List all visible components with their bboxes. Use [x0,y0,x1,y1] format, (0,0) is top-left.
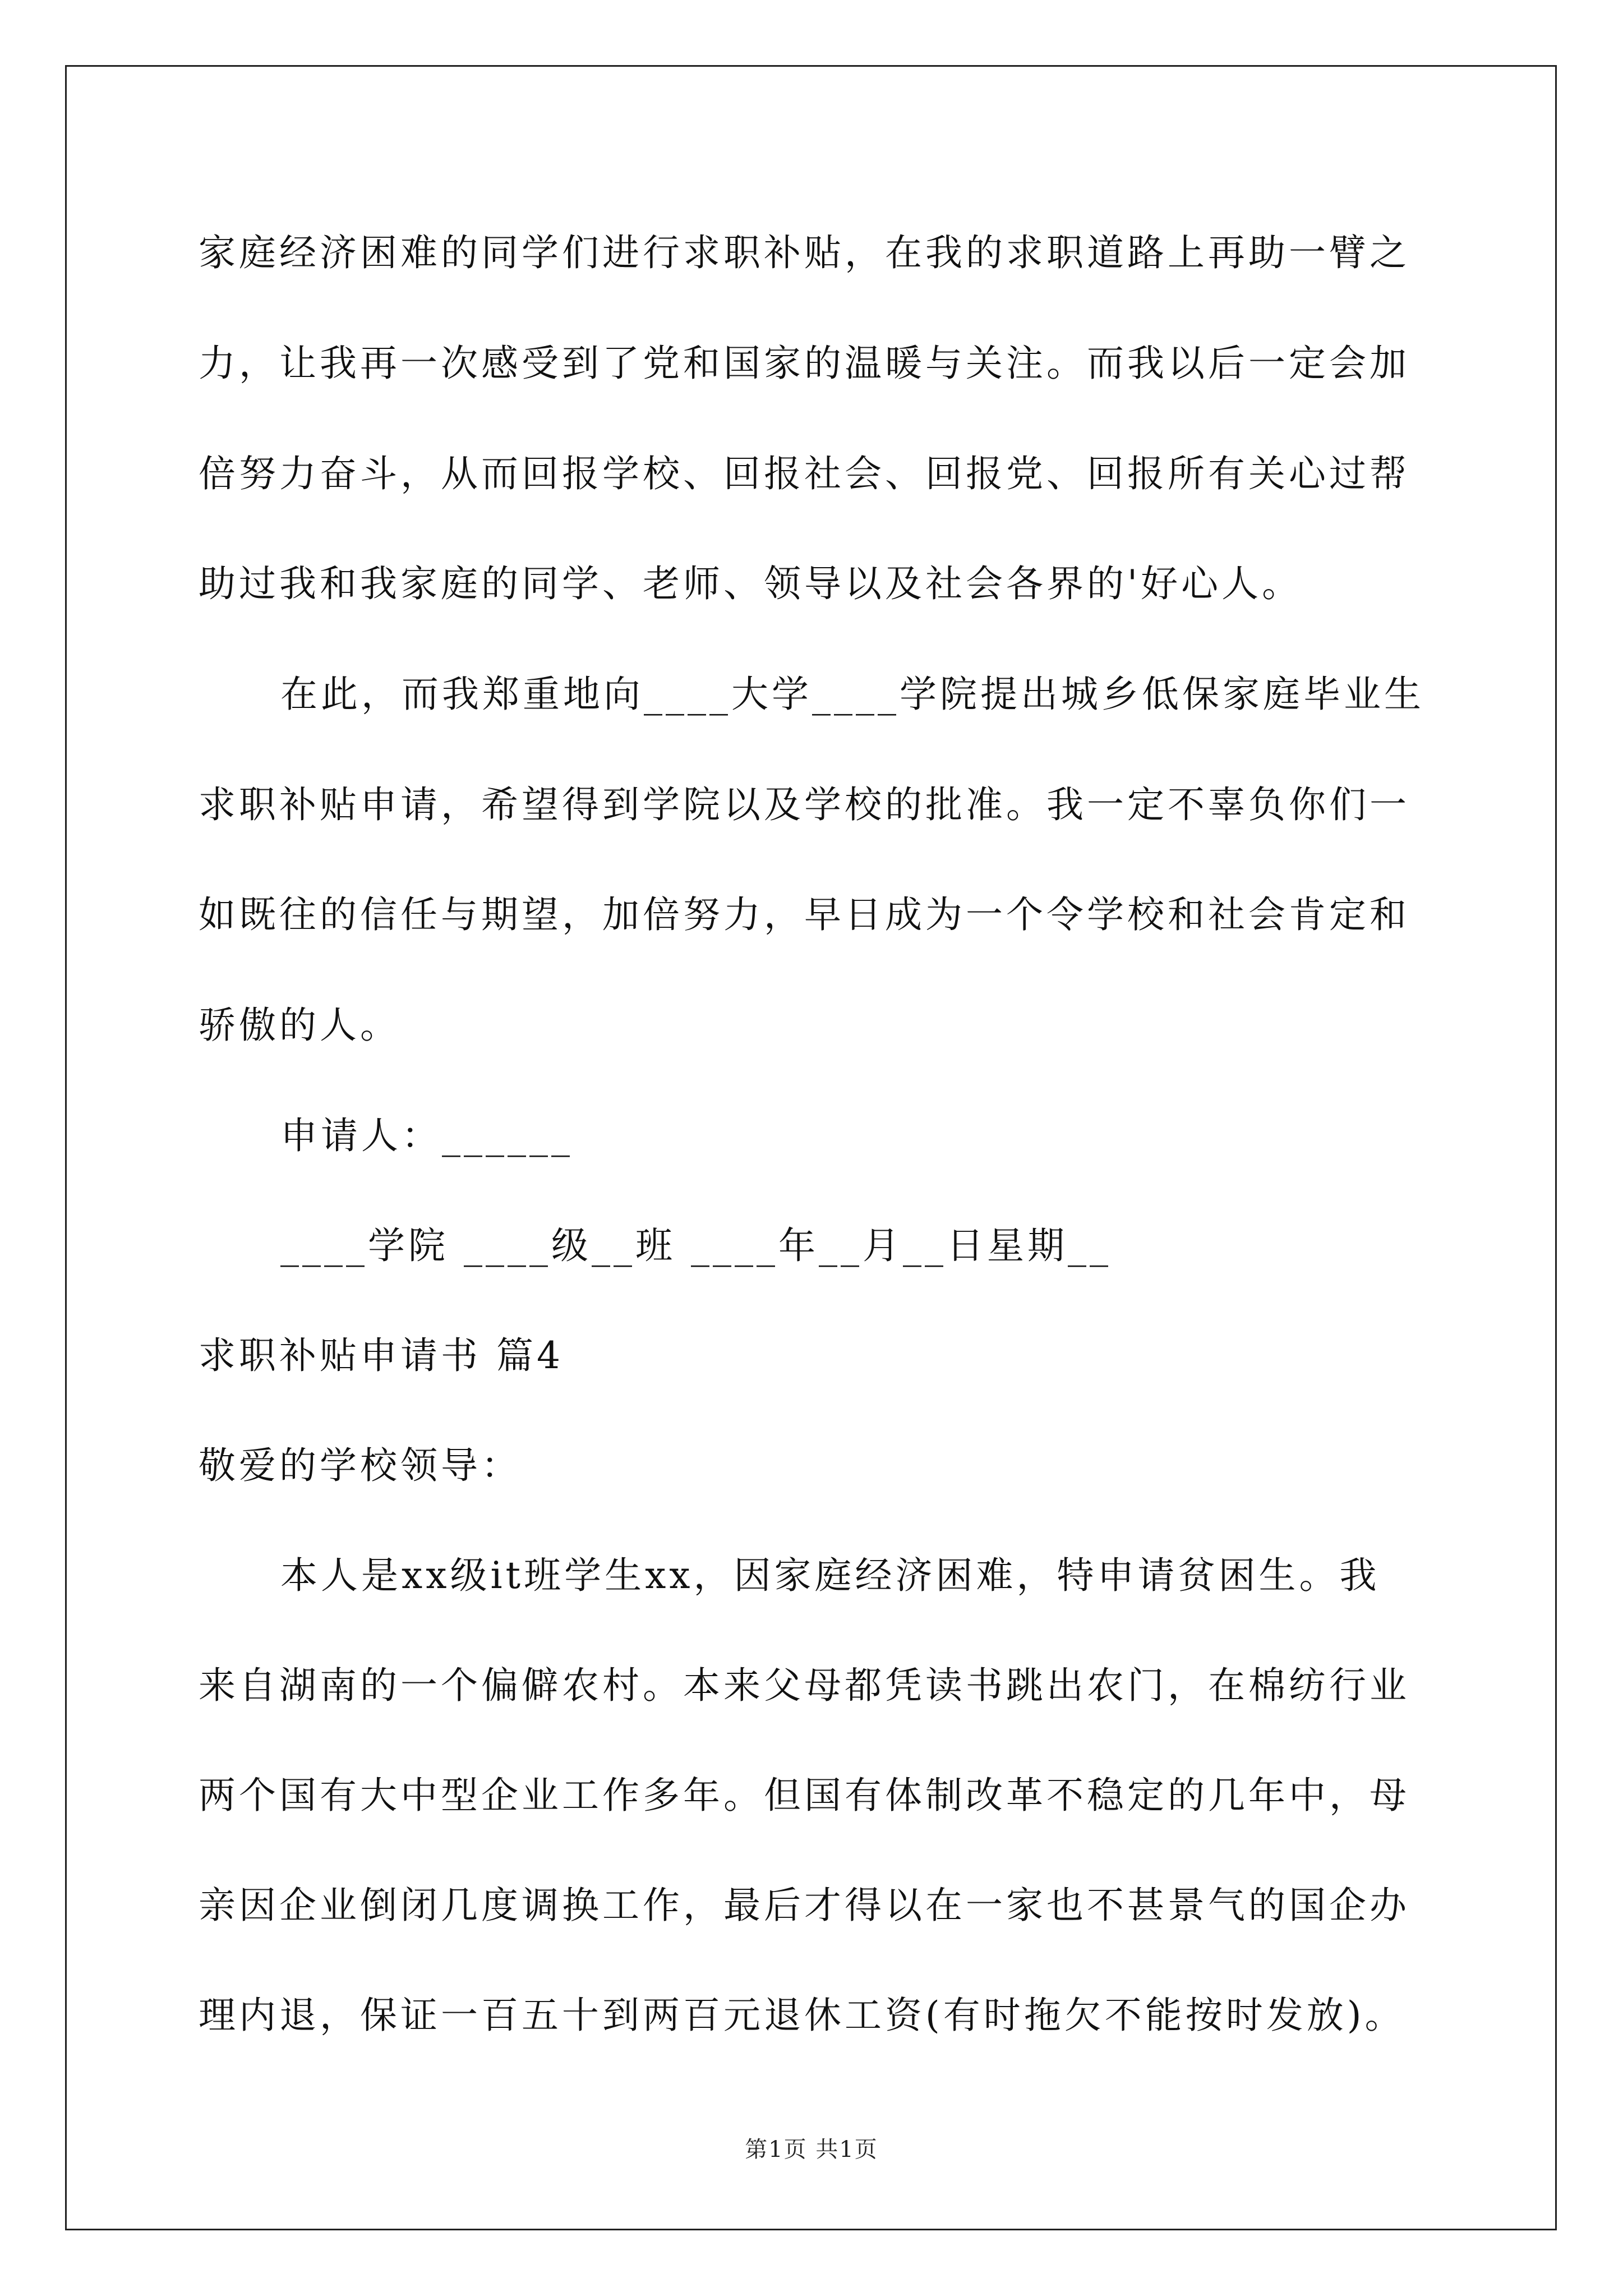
applicant-line: 申请人：______ [280,1114,573,1157]
date-line: ____学院 ____级__班 ____年__月__日星期__ [280,1224,1112,1267]
paragraph-line: 家庭经济困难的同学们进行求职补贴，在我的求职道路上再助一臂之 [199,231,1410,274]
paragraph-line: 本人是xx级it班学生xx，因家庭经济困难，特申请贫困生。我 [280,1554,1380,1597]
paragraph-line: 骄傲的人。 [199,1004,400,1047]
paragraph-line: 两个国有大中型企业工作多年。但国有体制改革不稳定的几年中，母 [199,1774,1410,1817]
paragraph-line: 倍努力奋斗，从而回报学校、回报社会、回报党、回报所有关心过帮 [199,452,1410,495]
paragraph-line: 来自湖南的一个偏僻农村。本来父母都凭读书跳出农门，在棉纺行业 [199,1664,1410,1707]
paragraph-line: 助过我和我家庭的同学、老师、领导以及社会各界的'好心人。 [199,562,1303,605]
paragraph-line: 求职补贴申请，希望得到学院以及学校的批准。我一定不辜负你们一 [199,783,1410,826]
page-number: 第1页 共1页 [745,2137,878,2162]
paragraph-line: 亲因企业倒闭几度调换工作，最后才得以在一家也不甚景气的国企办 [199,1884,1410,1927]
paragraph-line: 力，让我再一次感受到了党和国家的温暖与关注。而我以后一定会加 [199,342,1410,385]
salutation: 敬爱的学校领导： [199,1444,522,1487]
section-title: 求职补贴申请书 篇4 [199,1334,564,1377]
paragraph-line: 如既往的信任与期望，加倍努力，早日成为一个令学校和社会肯定和 [199,893,1410,936]
paragraph-line: 理内退，保证一百五十到两百元退休工资(有时拖欠不能按时发放)。 [199,1994,1405,2037]
paragraph-line: 在此，而我郑重地向____大学____学院提出城乡低保家庭毕业生 [280,673,1424,716]
